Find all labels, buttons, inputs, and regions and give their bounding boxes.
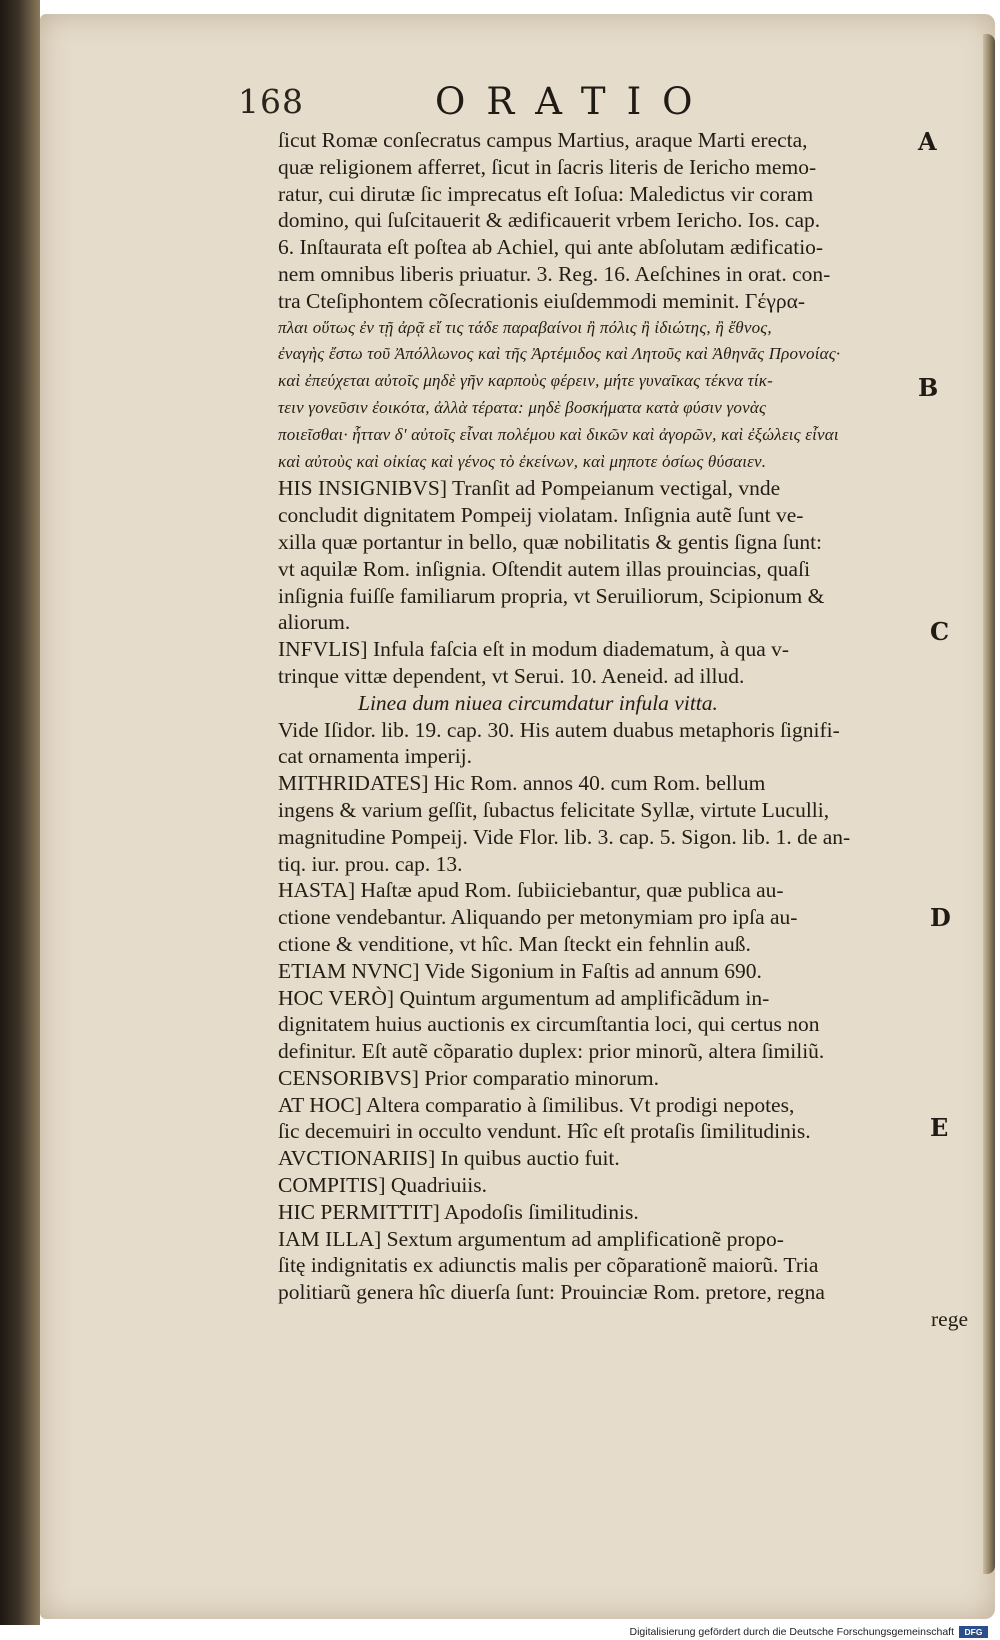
text-line: aliorum. [278, 610, 351, 635]
greek-quote-line: καὶ αὐτοὺς καὶ οἰκίας καὶ γένος τὸ ἐκείνων, καὶ μηποτε ὁσίως θύσαιεν. [278, 451, 767, 471]
margin-letter-e: E [930, 1113, 949, 1142]
page-edge [983, 34, 995, 1574]
lemma-line: AT HOC] Altera comparatio à ſimilibus. Vt prodigi nepotes, [278, 1092, 795, 1117]
text-line: xilla quæ portantur in bello, quæ nobilitatis & gentis ſigna ſunt: [278, 529, 823, 554]
lemma-line: HOC VERÒ] Quintum argumentum ad amplificãdum in- [278, 985, 770, 1010]
page-header [230, 80, 750, 130]
text-line: ingens & varium geſſit, ſubactus felicitate Syllæ, virtute Luculli, [278, 797, 830, 822]
page-number: 168 [238, 82, 304, 121]
text-line: ſic decemuiri in occulto vendunt. Hîc eſt protaſis ſimilitudinis. [278, 1119, 811, 1144]
lemma-line: HASTA] Haſtæ apud Rom. ſubiiciebantur, quæ publica au- [278, 878, 784, 903]
text-line: ctione & venditione, vt hîc. Man ſteckt ein fehnlin auß. [278, 931, 751, 956]
text-line: domino, qui ſuſcitauerit & ædificauerit vrbem Iericho. Ios. cap. [278, 208, 821, 233]
lemma-line: CENSORIBVS] Prior comparatio minorum. [278, 1065, 660, 1090]
text-line: vt aquilæ Rom. inſignia. Oſtendit autem illas prouincias, quaſi [278, 556, 811, 581]
text-line: dignitatem huius auctionis ex circumſtantia loci, qui certus non [278, 1012, 820, 1037]
text-line: inſignia fuiſſe familiarum propria, vt Seruiliorum, Scipionum & [278, 583, 825, 608]
greek-quote-line: καὶ ἐπεύχεται αὐτοῖς μηδὲ γῆν καρποὺς φέρειν, μήτε γυναῖκας τέκνα τίκ- [278, 371, 774, 391]
margin-letter-b: B [918, 373, 939, 402]
text-line: tra Cteſiphontem cõſecrationis eiuſdemmodi meminit. Γέγρα- [278, 288, 806, 313]
lemma-line: HIC PERMITTIT] Apodoſis ſimilitudinis. [278, 1199, 639, 1224]
margin-letter-c: C [930, 617, 950, 646]
text-line: trinque vittæ dependent, vt Serui. 10. Aeneid. ad illud. [278, 663, 745, 688]
text-line: magnitudine Pompeij. Vide Flor. lib. 3. cap. 5. Sigon. lib. 1. de an- [278, 824, 851, 849]
margin-letter-a: A [918, 127, 937, 156]
running-title: ORATIO [435, 80, 714, 123]
catchword: rege [931, 1307, 968, 1332]
text-line: ctione vendebantur. Aliquando per metonymiam pro ipſa au- [278, 905, 798, 930]
margin-letter-d: D [930, 903, 951, 932]
dfg-logo: DFG [959, 1626, 988, 1638]
verse-quote-line: Linea dum niuea circumdatur infula vitta. [358, 690, 718, 715]
text-line: Vide Iſidor. lib. 19. cap. 30. His autem duabus metaphoris ſignifi- [278, 717, 840, 742]
text-line: nem omnibus liberis priuatur. 3. Reg. 16. Aeſchines in orat. con- [278, 261, 831, 286]
text-line: politiarũ genera hîc diuerſa ſunt: Prouinciæ Rom. pretore, regna [278, 1280, 825, 1305]
text-line: ratur, cui dirutæ ſic imprecatus eſt Ioſua: Maledictus vir coram [278, 181, 814, 206]
greek-quote-line: πλαι οὕτως ἐν τῇ ἀρᾷ εἴ τις τάδε παραβαίνοι ἢ πόλις ἢ ἰδιώτης, ἢ ἔθνος, [278, 317, 772, 337]
lemma-line: INFVLIS] Infula faſcia eſt in modum diadematum, à qua v- [278, 637, 790, 662]
text-line: tiq. iur. prou. cap. 13. [278, 851, 463, 876]
lemma-line: IAM ILLA] Sextum argumentum ad amplificationẽ propo- [278, 1226, 784, 1251]
greek-quote-line: ἐναγὴς ἔστω τοῦ Ἀπόλλωνος καὶ τῆς Ἀρτέμιδος καὶ Λητοῦς καὶ Ἀθηνᾶς Προνοίας· [278, 344, 841, 364]
text-line: ſitę indignitatis ex adiunctis malis per cõparationẽ maiorũ. Tria [278, 1253, 819, 1278]
lemma-line: AVCTIONARIIS] In quibus auctio fuit. [278, 1146, 620, 1171]
lemma-line: ETIAM NVNC] Vide Sigonium in Faſtis ad annum 690. [278, 958, 762, 983]
text-line: quæ religionem afferret, ſicut in ſacris literis de Iericho memo- [278, 154, 817, 179]
book-binding-shadow [0, 0, 40, 1625]
text-line: concludit dignitatem Pompeij violatam. Inſignia autẽ ſunt ve- [278, 503, 804, 528]
lemma-line: HIS INSIGNIBVS] Tranſit ad Pompeianum vectigal, vnde [278, 476, 781, 501]
lemma-line: MITHRIDATES] Hic Rom. annos 40. cum Rom. bellum [278, 771, 766, 796]
text-line: cat ornamenta imperij. [278, 744, 473, 769]
text-line: 6. Inſtaurata eſt poſtea ab Achiel, qui ante abſolutam ædificatio- [278, 235, 824, 260]
lemma-line: COMPITIS] Quadriuiis. [278, 1173, 488, 1198]
digitization-footer [0, 1625, 1000, 1640]
footer-credit-text: Digitalisierung gefördert durch die Deutsche Forschungsgemeinschaft [629, 1626, 954, 1638]
greek-quote-line: ποιεῖσθαι· ἧτταν δ' αὐτοῖς εἶναι πολέμου καὶ δικῶν καὶ ἀγορῶν, καὶ ἐξώλεις εἶναι [278, 424, 839, 444]
greek-quote-line: τειν γονεῦσιν ἐοικότα, ἀλλὰ τέρατα: μηδὲ βοσκήματα κατὰ φύσιν γονὰς [278, 397, 767, 417]
commentary-text [278, 127, 968, 1333]
text-line: ſicut Romæ conſecratus campus Martius, araque Marti erecta, [278, 128, 808, 152]
text-line: definitur. Eſt autẽ cõparatio duplex: prior minorũ, altera ſimiliũ. [278, 1039, 825, 1064]
